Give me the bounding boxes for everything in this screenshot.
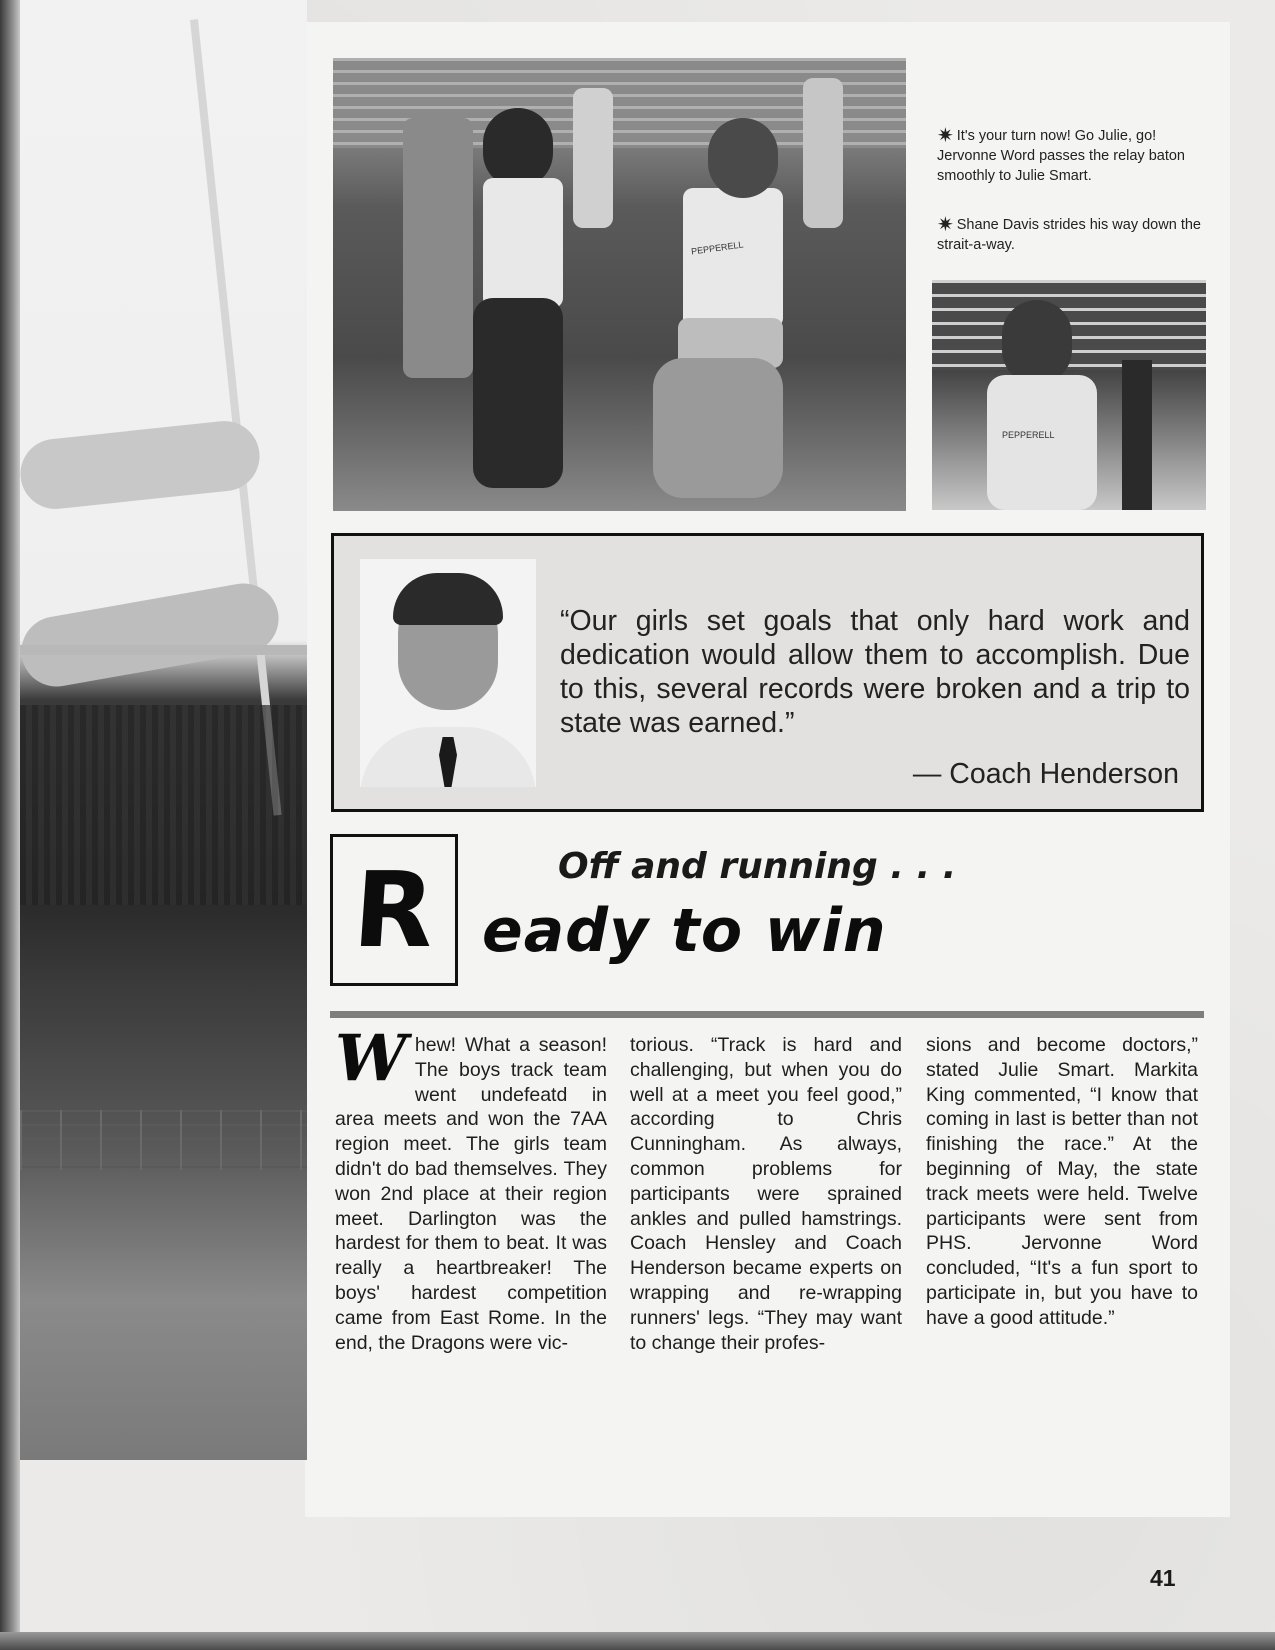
runner-jervonne-body xyxy=(483,108,553,188)
article-dropcap: W xyxy=(335,1021,407,1096)
runner-jervonne-legs xyxy=(473,298,563,488)
background-athlete xyxy=(573,88,613,228)
coach-quote-box xyxy=(331,533,1204,812)
shane-davis-photo xyxy=(932,280,1206,510)
runner-julie-hair xyxy=(708,118,778,198)
jersey-lettering: PEPPERELL xyxy=(1002,430,1055,440)
vaulter-arm-upper xyxy=(20,418,263,513)
article-column-2: torious. “Track is hard and challenging, but when you do well at a meet you feel good,” according to Chris Cunningham. As always, common problems for participants were sprained ankles and pulled hamstrings. Coach Hensley and Coach Henderson became experts on wrapping and re-wrapping runners' legs. “They may want to change their profes- xyxy=(630,1034,902,1354)
vault-pole xyxy=(190,19,282,815)
headline-initial-box xyxy=(330,834,458,986)
pole-vault-photo xyxy=(20,0,307,1460)
background-athlete xyxy=(803,78,843,228)
stadium-fence xyxy=(20,1110,307,1170)
headline-main: eady to win xyxy=(482,896,887,966)
coach-figure xyxy=(403,118,473,378)
caption-relay: ✷ It's your turn now! Go Julie, go! Jervonne Word passes the relay baton smoothly to Julie Smart. xyxy=(937,125,1185,184)
tree-line xyxy=(20,705,307,905)
crossbar xyxy=(20,645,307,655)
asterisk-icon: ✷ xyxy=(937,214,954,236)
runner-julie-jersey xyxy=(683,188,783,328)
page-number: 41 xyxy=(1150,1565,1176,1591)
runner-head xyxy=(1002,300,1072,385)
page-edge xyxy=(0,1632,1275,1650)
runner-jervonne-jersey xyxy=(483,178,563,308)
vaulter-arm-lower xyxy=(20,578,284,692)
article-column-3: sions and become doctors,” stated Julie Smart. Markita King commented, “I know that coming in last is better than not finishing the race.” At the beginning of May, the state track meets were held. Twelve participants were sent from PHS. Jervonne Word concluded, “It's a fun sport to participate in, but you have to have a good attitude.” xyxy=(926,1034,1198,1329)
jersey-lettering: PEPPERELL xyxy=(690,239,744,257)
background-figure xyxy=(1122,360,1152,510)
caption-shane: ✷ Shane Davis strides his way down the strait-a-way. xyxy=(937,214,1201,253)
article-column-1: Whew! What a season! The boys track team went undefeatd in area meets and won the 7AA region meet. The girls team didn't do bad themselves. They won 2nd place at their region meet. Darlington was the hardest for them to beat. It was really a heartbreaker! The boys' hardest competition came from East Rome. In the end, the Dragons were vic- xyxy=(335,1021,607,1354)
quote-attribution: — Coach Henderson xyxy=(912,758,1179,790)
headline-kicker: Off and running . . . xyxy=(558,846,957,887)
relay-handoff-photo xyxy=(333,58,906,511)
runner-julie-legs xyxy=(653,358,783,498)
portrait-hair xyxy=(393,573,503,625)
headline-rule xyxy=(330,1011,1204,1018)
runner-jersey xyxy=(987,375,1097,510)
asterisk-icon: ✷ xyxy=(937,125,954,147)
book-binding xyxy=(0,0,20,1650)
coach-quote: “Our girls set goals that only hard work and dedication would allow them to accomplish. Due to this, several records were broken and a trip to state was earned.” xyxy=(560,605,1190,739)
coach-portrait xyxy=(360,559,536,787)
headline-initial: R xyxy=(349,849,439,971)
